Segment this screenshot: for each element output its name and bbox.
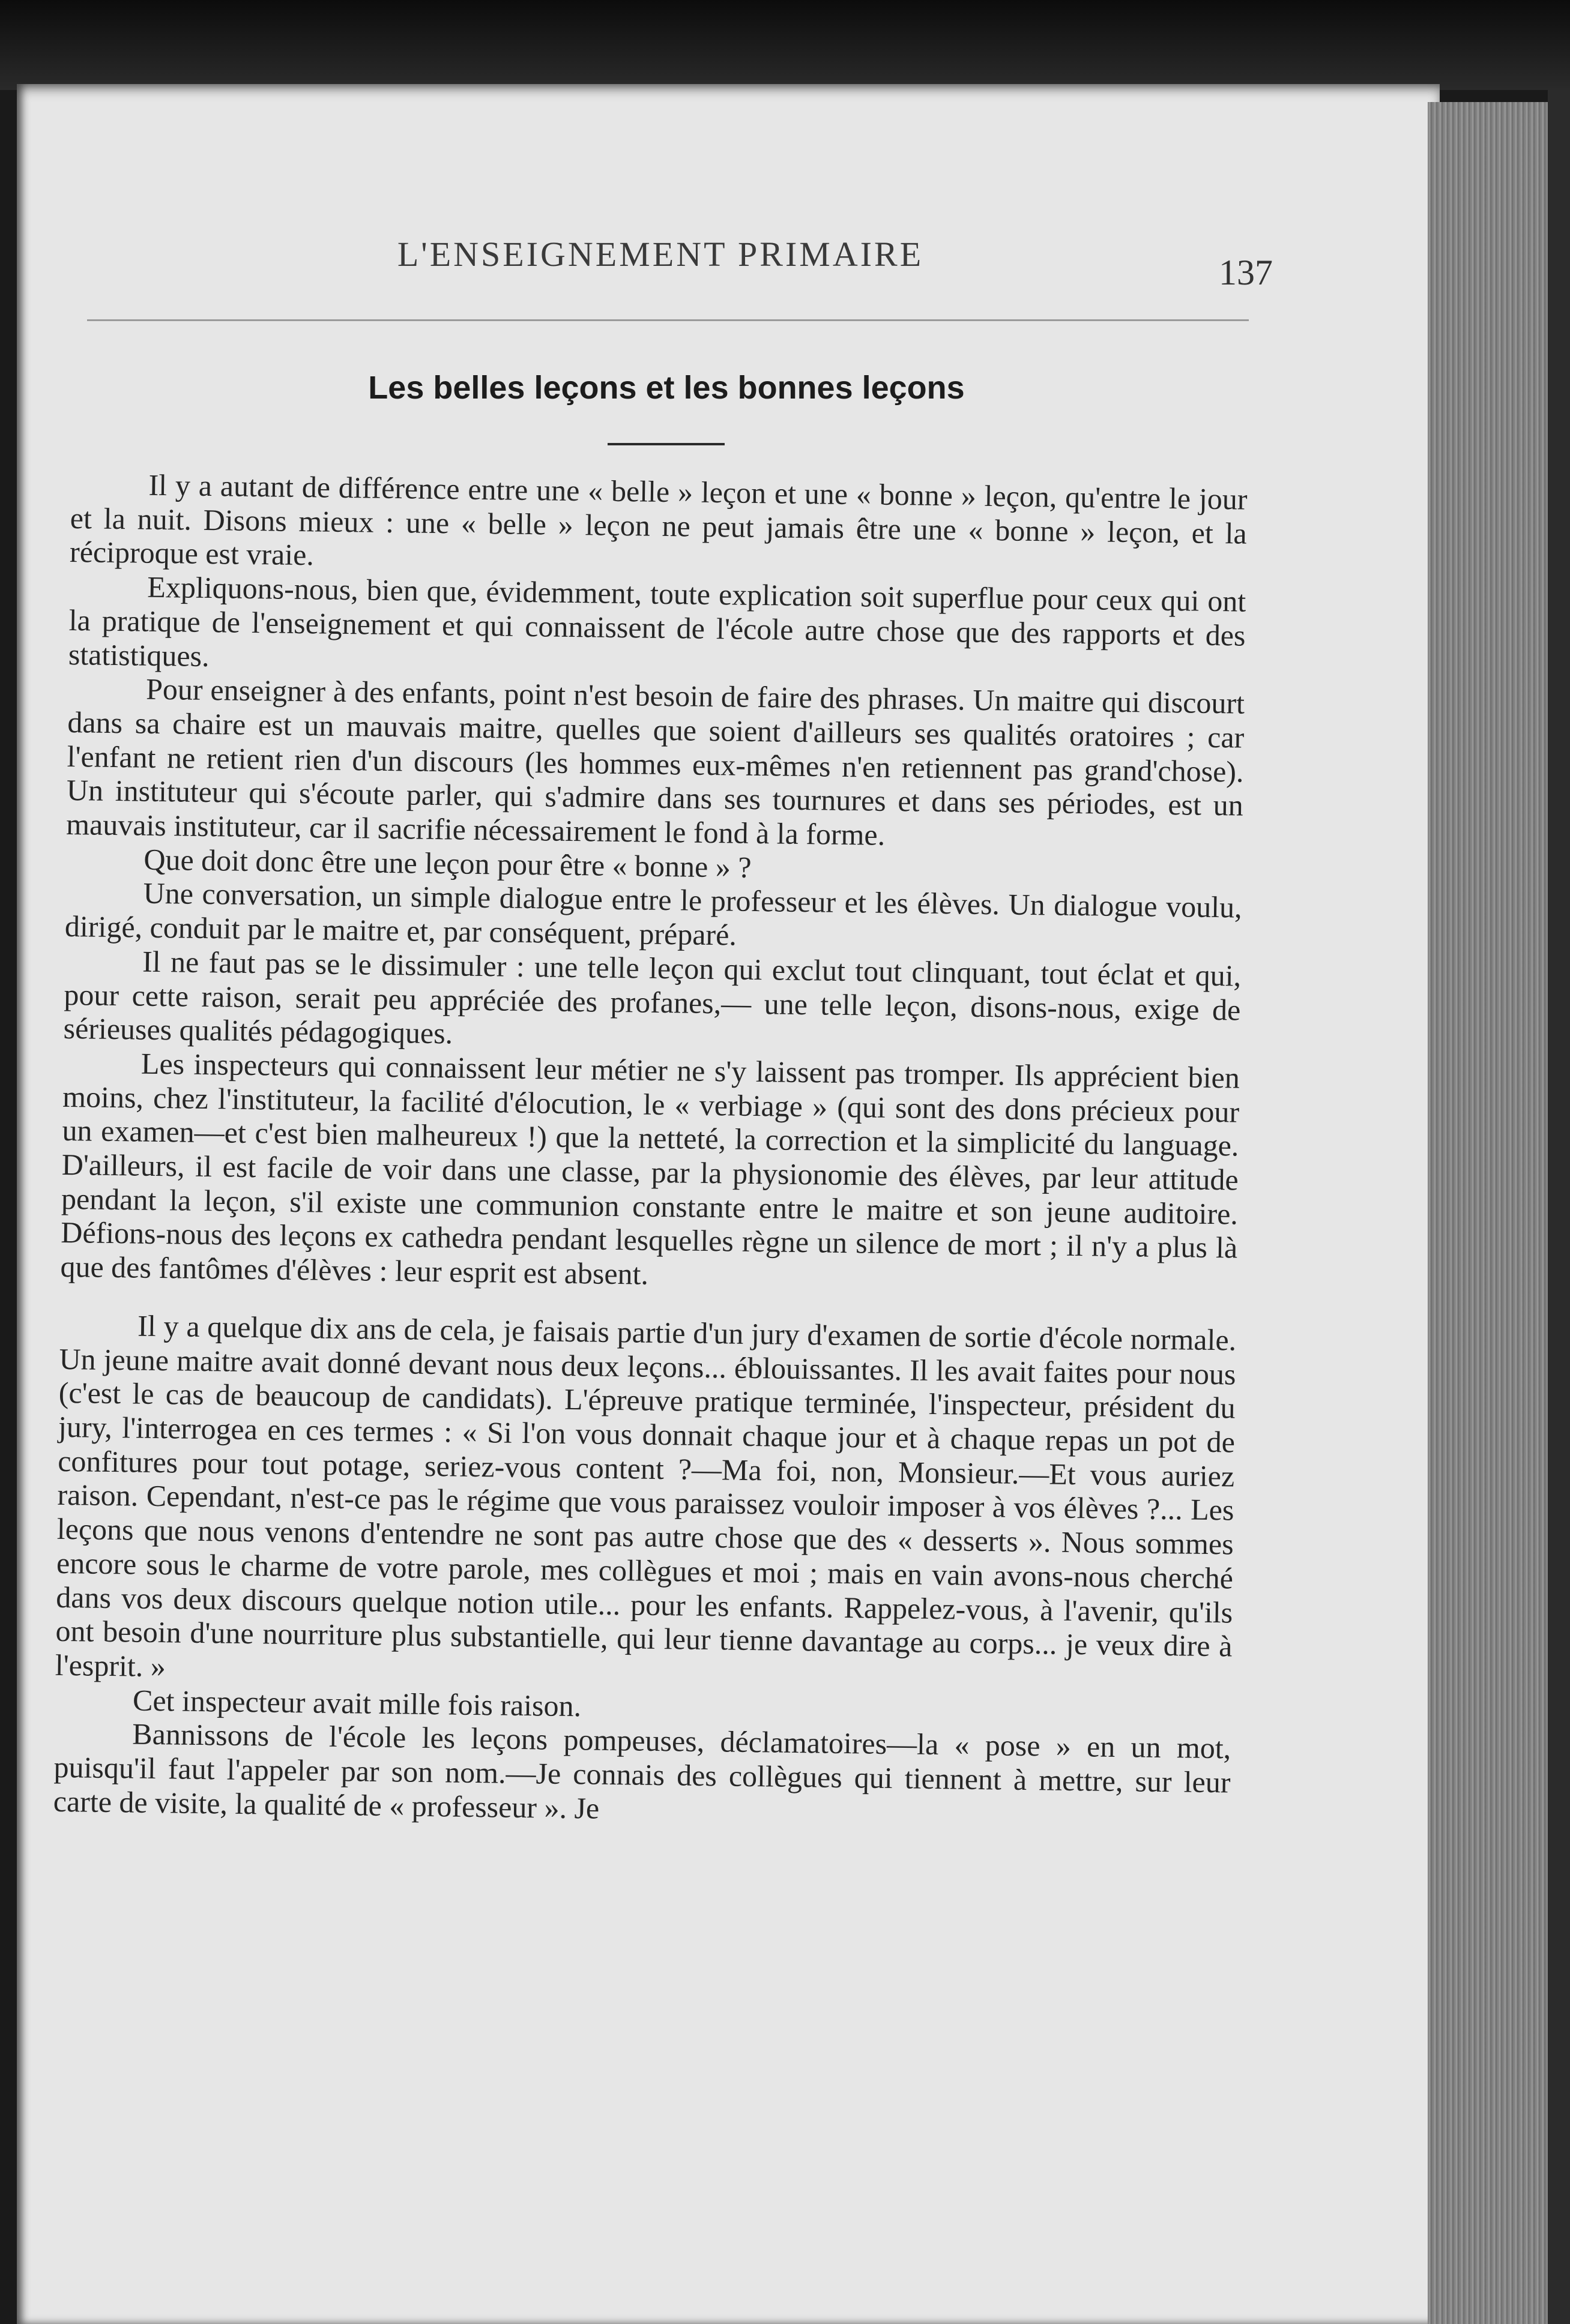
article-title: Les belles leçons et les bonnes leçons xyxy=(368,370,965,406)
paragraph: Il y a autant de différence entre une « belle » leçon et une « bonne » leçon, qu'entre le jour et la nuit. Disons mieux : une « belle » leçon ne peut jamais être une « bonne » leçon, et la réciproque est vraie. xyxy=(69,468,1248,572)
scan-right-border xyxy=(1548,90,1570,2324)
article-body xyxy=(53,467,1248,1834)
paragraph: Pour enseigner à des enfants, point n'est besoin de faire des phrases. Un maitre qui discourt dans sa chaire est un mauvais maitre, quelles que soient d'ailleurs ses qualités oratoires ; car l'enfant ne retient rien d'un discours (les hommes eux-mêmes n'en retiennent pas grand'chose). Un instituteur qui s'écoute parler, qui s'admire dans ses tournures et dans ses périodes, est un mauvais instituteur, car il sacrifie nécessairement le fond à la forme. xyxy=(65,672,1245,852)
paragraph: Les inspecteurs qui connaissent leur métier ne s'y laissent pas tromper. Ils apprécient bien moins, chez l'instituteur, la facilité d'élocution, le « verbiage » (qui sont des dons précieux pour un examen—et c'est bien malheureux !) que la netteté, la correction et la simplicité du language. D'ailleurs, il est facile de voir dans une classe, par la physionomie des élèves, par leur attitude pendant la leçon, s'il existe une communion constante entre le maitre et son jeune auditoire. Défions-nous des leçons ex cathedra pendant lesquelles règne un silence de mort ; il n'y a plus là que des fantômes d'élèves : leur esprit est absent. xyxy=(60,1046,1240,1291)
paragraph: Cet inspecteur avait mille fois raison. xyxy=(132,1683,582,1723)
title-rule xyxy=(608,443,725,445)
page-edges xyxy=(1428,102,1548,2324)
page-number: 137 xyxy=(1219,253,1273,292)
paragraph: Bannissons de l'école les leçons pompeuses, déclamatoires—la « pose » en un mot, puisqu'il faut l'appeler par son nom.—Je connais des collègues qui tiennent à mettre, sur leur carte de visite, la qualité de « professeur ». Je xyxy=(53,1717,1231,1825)
paragraph: Que doit donc être une leçon pour être « bonne » ? xyxy=(143,842,752,884)
paragraph: Il ne faut pas se le dissimuler : une telle leçon qui exclut tout clinquant, tout éclat et qui, pour cette raison, serait peu appréciée des profanes,— une telle leçon, disons-nous, exige de sérieuses qualités pédagogiques. xyxy=(63,944,1242,1050)
scan-top-border xyxy=(0,0,1570,90)
paragraph: Expliquons-nous, bien que, évidemment, toute explication soit superflue pour ceux qui ont la pratique de l'enseignement et qui connaissent de l'école autre chose que des rapports et des statistiques. xyxy=(68,570,1246,673)
running-head: L'ENSEIGNEMENT PRIMAIRE xyxy=(397,235,924,274)
paragraph: Il y a quelque dix ans de cela, je faisais partie d'un jury d'examen de sortie d'école normale. Un jeune maitre avait donné devant nous deux leçons... éblouissantes. Il les avait faites pour nous (c'est le cas de beaucoup de candidats). L'épreuve pratique terminée, l'inspecteur, président du jury, l'interrogea en ces termes : « Si l'on vous donnait chaque jour et à chaque repas un pot de confitures pour tout potage, seriez-vous content ?—Ma foi, non, Monsieur.—Et vous auriez raison. Cependant, n'est-ce pas le régime que vous paraissez vouloir imposer à vos élèves ?... Les leçons que nous venons d'entendre ne sont pas autre chose que des « desserts ». Nous sommes encore sous le charme de votre parole, mes collègues et moi ; mais en vain avons-nous cherché dans vos deux discours quelque notion utile... pour les enfants. Rappelez-vous, à l'avenir, qu'ils ont besoin d'une nourriture plus substantielle, qui leur tienne davantage au corps... je veux dire à l'esprit. » xyxy=(55,1308,1237,1684)
paragraph: Une conversation, un simple dialogue entre le professeur et les élèves. Un dialogue voulu, dirigé, conduit par le maitre et, par conséquent, préparé. xyxy=(64,876,1242,952)
header-rule xyxy=(87,319,1249,321)
